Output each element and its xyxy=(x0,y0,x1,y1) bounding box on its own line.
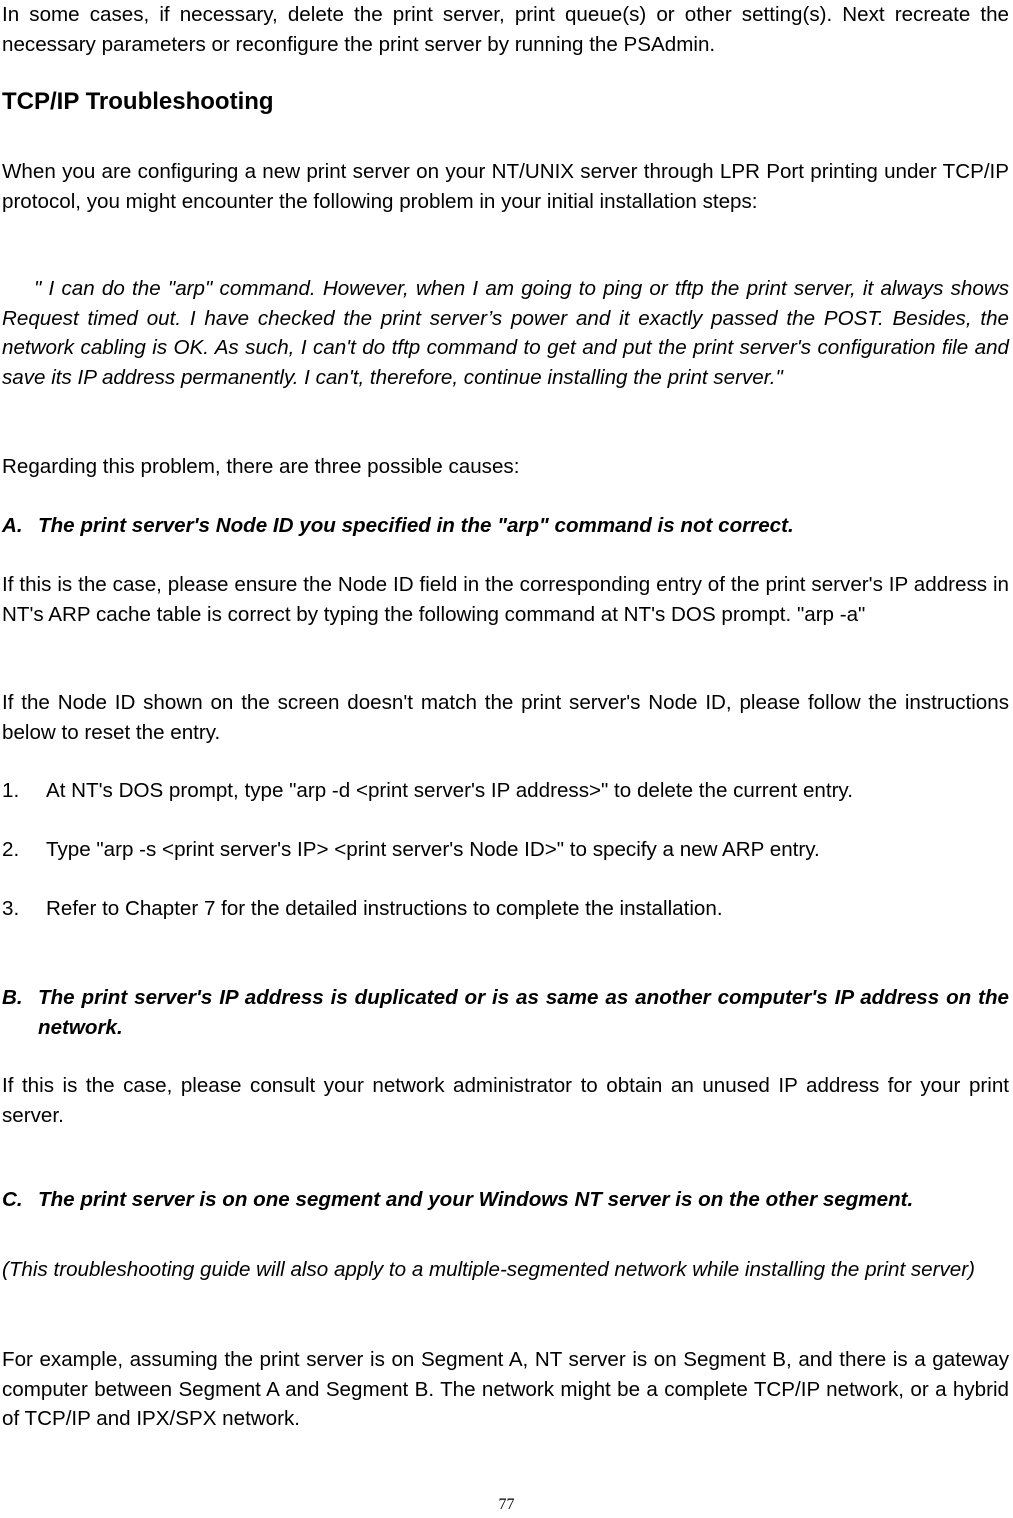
cause-a-body-1: If this is the case, please ensure the Node ID field in the corresponding entry of the print server's IP address in NT's ARP cache table is correct by typing the following command at NT's DOS prompt. "arp -a" xyxy=(2,573,1009,626)
causes-intro-paragraph: Regarding this problem, there are three possible causes: xyxy=(2,455,520,478)
intro-paragraph: In some cases, if necessary, delete the print server, print queue(s) or other setting(s). Next recreate the necessary parameters or reconfigure the print server by running the PSAdmin. xyxy=(2,3,1009,56)
step-text: At NT's DOS prompt, type "arp -d <print server's IP address>" to delete the current entry. xyxy=(46,779,853,802)
cause-c-letter: C. xyxy=(2,1188,23,1211)
page-number: 77 xyxy=(498,1496,515,1513)
step-number: 1. xyxy=(2,779,20,802)
quote-paragraph: " I can do the "arp" command. However, when I am going to ping or tftp the print server, it always shows Request timed out. I have checked the print server’s power and it exactly passed the POST. Besides, the network cabling is OK. As such, I can't do tftp command to get and put the print server's configuration file and save its IP address permanently. I can't, therefore, continue installing the print server." xyxy=(2,277,1009,389)
step-text: Refer to Chapter 7 for the detailed instructions to complete the installation. xyxy=(46,897,723,920)
step-item xyxy=(2,776,1012,806)
cause-b-text: The print server's IP address is duplicated or is as same as another computer's IP address on the network. xyxy=(38,986,1009,1039)
step-item xyxy=(2,894,1012,924)
cause-b-heading xyxy=(2,983,1009,1042)
cause-c-body: For example, assuming the print server is on Segment A, NT server is on Segment B, and there is a gateway computer between Segment A and Segment B. The network might be a complete TCP/IP network, or a hybrid of TCP/IP and IPX/SPX network. xyxy=(2,1348,1009,1430)
cause-b-letter: B. xyxy=(2,986,23,1009)
config-paragraph: When you are configuring a new print server on your NT/UNIX server through LPR Port printing under TCP/IP protocol, you might encounter the following problem in your initial installation steps: xyxy=(2,160,1009,213)
cause-c-heading xyxy=(2,1185,1009,1215)
cause-c-note: (This troubleshooting guide will also apply to a multiple-segmented network while installing the print server) xyxy=(2,1258,975,1281)
step-text: Type "arp -s <print server's IP> <print server's Node ID>" to specify a new ARP entry. xyxy=(46,838,820,861)
cause-c-text: The print server is on one segment and your Windows NT server is on the other segment. xyxy=(38,1188,914,1211)
cause-a-heading xyxy=(2,511,1009,541)
step-number: 3. xyxy=(2,897,20,920)
step-number: 2. xyxy=(2,838,20,861)
cause-a-letter: A. xyxy=(2,514,23,537)
section-heading: TCP/IP Troubleshooting xyxy=(2,88,274,115)
cause-b-body: If this is the case, please consult your network administrator to obtain an unused IP address for your print server. xyxy=(2,1074,1009,1127)
cause-a-body-2: If the Node ID shown on the screen doesn't match the print server's Node ID, please follow the instructions below to reset the entry. xyxy=(2,691,1009,744)
step-item xyxy=(2,835,1012,865)
cause-a-text: The print server's Node ID you specified in the "arp" command is not correct. xyxy=(38,514,794,537)
